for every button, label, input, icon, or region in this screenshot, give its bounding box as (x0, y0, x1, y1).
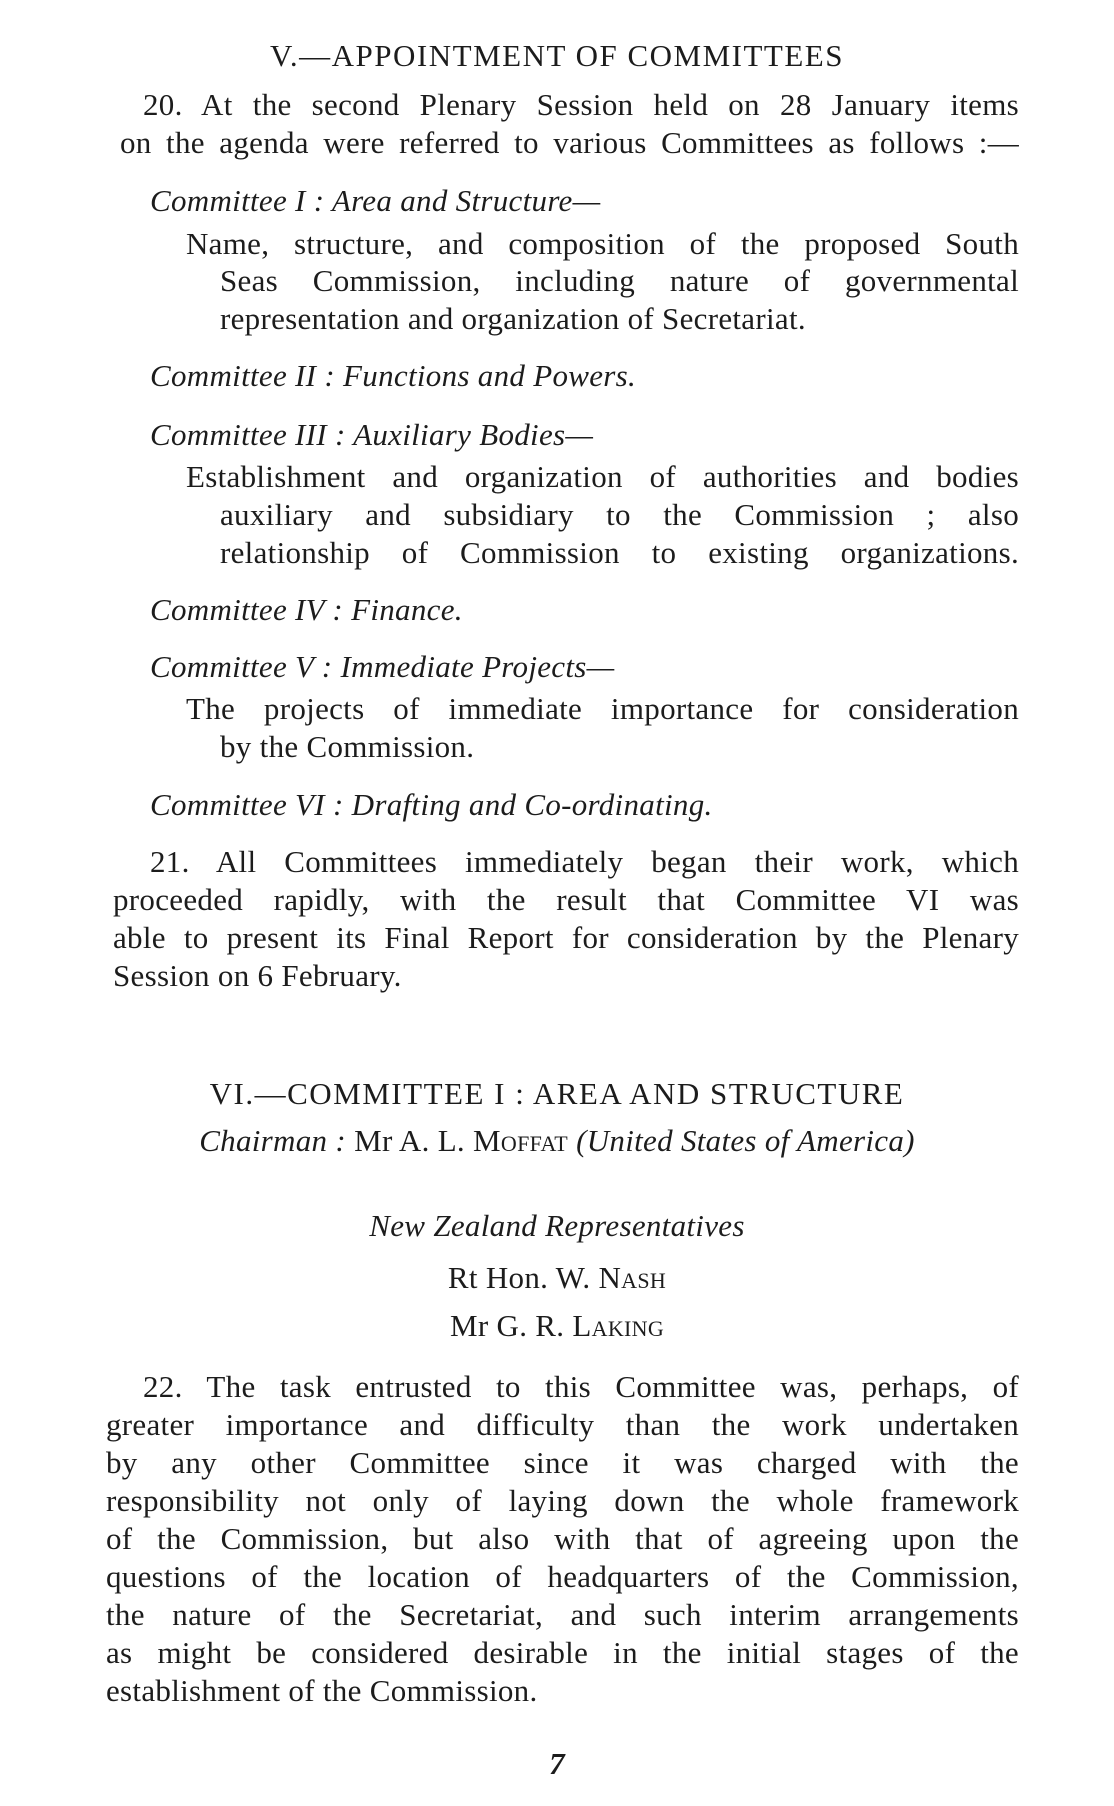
paragraph-line: greater importance and difficulty than the work undertaken (106, 1407, 1019, 1442)
committee-name: Committee IV : (150, 592, 344, 627)
chairman-line (0, 1122, 1114, 1160)
committee-title (150, 182, 600, 220)
committee-topic: Immediate Projects— (340, 649, 615, 684)
committee-title (150, 357, 636, 395)
paragraph-line: establishment of the Commission. (106, 1673, 538, 1708)
committee-title (150, 648, 615, 686)
committee-description-line: auxiliary and subsidiary to the Commission ; also (220, 497, 1019, 532)
committee-description-line: representation and organization of Secretariat. (220, 301, 806, 336)
committee-name: Committee I : (150, 183, 325, 218)
section-heading: VI.—COMMITTEE I : AREA AND STRUCTURE (209, 1076, 905, 1111)
committee-description-line: Seas Commission, including nature of governmental (220, 263, 1019, 298)
chairman-name: Mr A. L. (354, 1123, 465, 1158)
committee-topic: Area and Structure— (331, 183, 601, 218)
paragraph-line: Session on 6 February. (113, 958, 402, 993)
paragraph-line: on the agenda were referred to various Committees as follows :— (120, 125, 1019, 160)
committee-description-line: The projects of immediate importance for consideration (186, 691, 1019, 726)
committee-description-line: relationship of Commission to existing organizations. (220, 535, 1019, 570)
committee-topic: Drafting and Co-ordinating. (351, 787, 713, 822)
committee-name: Committee VI : (150, 787, 344, 822)
paragraph-line: 22. The task entrusted to this Committee was, perhaps, of (143, 1369, 1019, 1404)
page-number: 7 (549, 1746, 565, 1781)
representative-prefix: Mr G. R. (449, 1308, 565, 1343)
representatives-heading: New Zealand Representatives (369, 1208, 745, 1243)
paragraph-line: questions of the location of headquarters of the Commission, (106, 1559, 1019, 1594)
paragraph-line: by any other Committee since it was charged with the (106, 1445, 1019, 1480)
paragraph-line: the nature of the Secretariat, and such interim arrangements (106, 1597, 1019, 1632)
committee-name: Committee III : (150, 417, 346, 452)
chairman-label: Chairman : (199, 1123, 347, 1158)
committee-name: Committee II : (150, 358, 335, 393)
paragraph-line: as might be considered desirable in the initial stages of the (106, 1635, 1019, 1670)
paragraph-line: 20. At the second Plenary Session held on 28 January items (143, 87, 1019, 122)
paragraph-line: able to present its Final Report for consideration by the Plenary (113, 920, 1019, 955)
committee-topic: Finance. (351, 592, 463, 627)
paragraph-line: responsibility not only of laying down the whole framework (106, 1483, 1019, 1518)
committee-description-line: Establishment and organization of authorities and bodies (186, 459, 1019, 494)
committee-description-line: by the Commission. (220, 729, 475, 764)
committee-topic: Functions and Powers. (343, 358, 637, 393)
paragraph-line: of the Commission, but also with that of agreeing upon the (106, 1521, 1019, 1556)
representative-name (0, 1307, 1114, 1345)
committee-topic: Auxiliary Bodies— (353, 417, 594, 452)
representative-prefix: Rt Hon. W. (447, 1260, 591, 1295)
committee-title (150, 416, 593, 454)
chairman-surname: Moffat (473, 1123, 569, 1158)
paragraph-line: 21. All Committees immediately began their work, which (150, 844, 1019, 879)
committee-title (150, 591, 463, 629)
representative-surname: Nash (598, 1260, 667, 1295)
section-heading: V.—APPOINTMENT OF COMMITTEES (270, 38, 844, 73)
chairman-country: (United States of America) (576, 1123, 915, 1158)
committee-title (150, 786, 713, 824)
representative-name (0, 1259, 1114, 1297)
paragraph-line: proceeded rapidly, with the result that Committee VI was (113, 882, 1019, 917)
representative-surname: Laking (572, 1308, 665, 1343)
committee-name: Committee V : (150, 649, 333, 684)
committee-description-line: Name, structure, and composition of the proposed South (186, 226, 1019, 261)
